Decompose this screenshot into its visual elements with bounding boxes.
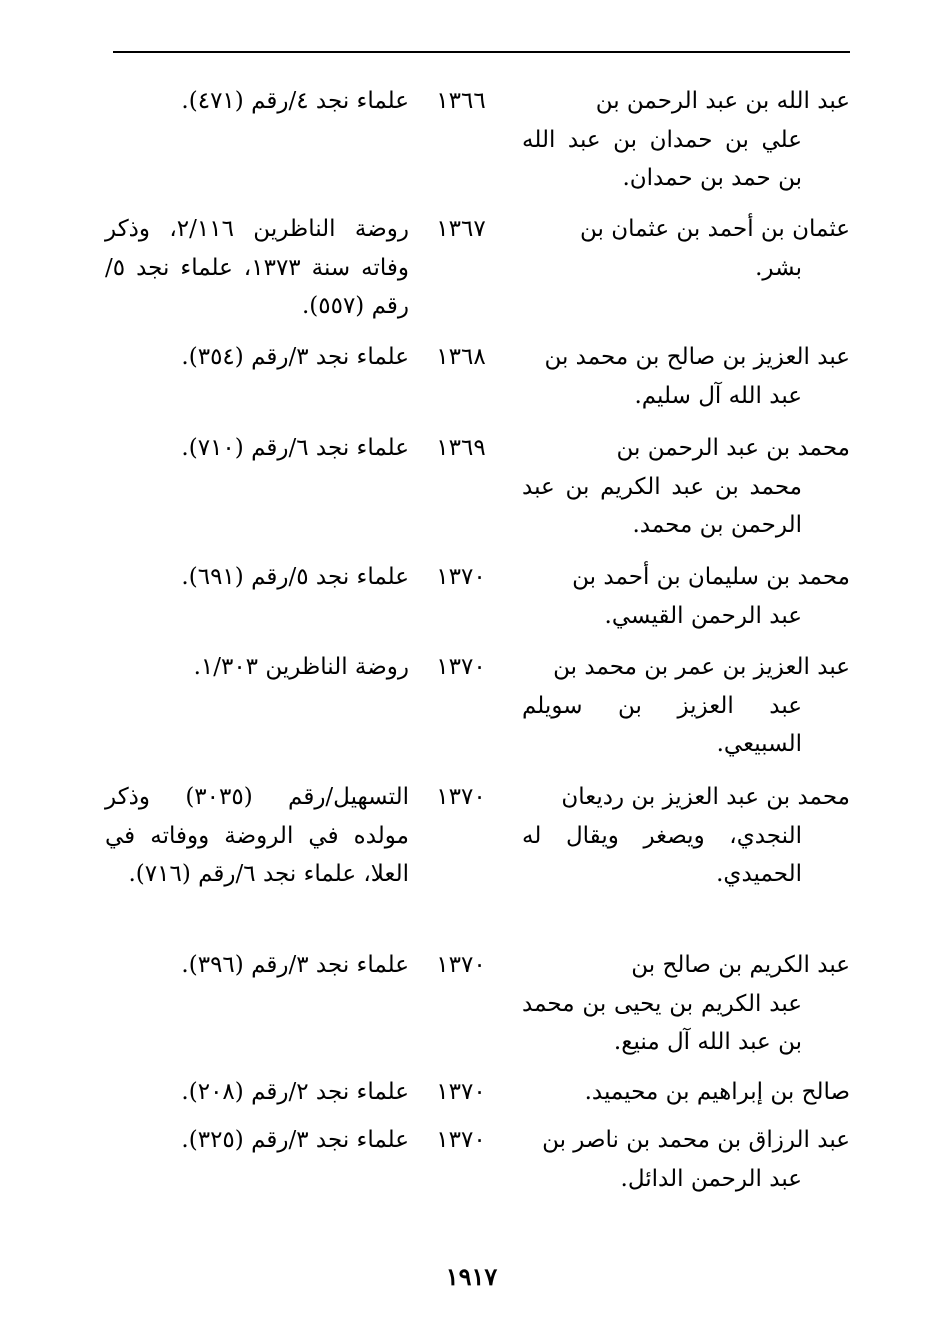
entry-source: علماء نجد ٣/رقم (٣٥٤). xyxy=(181,344,409,370)
entry-name-first-line: محمد بن سليمان بن أحمد بن xyxy=(572,564,850,590)
entry-year: ١٣٦٨ xyxy=(436,344,486,370)
entry-source: روضة الناظرين ١/٣٠٣. xyxy=(193,654,409,680)
entry-year: ١٣٦٦ xyxy=(436,88,486,114)
entry-year: ١٣٧٠ xyxy=(436,564,486,590)
entry-name-continuation: عبد الله آل سليم. xyxy=(634,382,802,409)
entry-name xyxy=(522,429,850,545)
entry-year: ١٣٧٠ xyxy=(436,1127,486,1153)
entry-year: ١٣٦٧ xyxy=(436,216,486,242)
entry-name-first-line: عثمان بن أحمد بن عثمان بن xyxy=(580,216,850,242)
entry-name xyxy=(522,1121,850,1198)
entry-name-first-line: عبد العزيز بن صالح بن محمد بن xyxy=(544,344,850,370)
entry-name-first-line: محمد بن عبد الرحمن بن xyxy=(616,435,850,461)
entry-name xyxy=(522,1073,850,1112)
entry-year: ١٣٧٠ xyxy=(436,952,486,978)
entry-source: علماء نجد ٤/رقم (٤٧١). xyxy=(181,88,409,114)
entry-name xyxy=(522,82,850,198)
header-rule xyxy=(113,51,850,53)
entry-source: علماء نجد ٥/رقم (٦٩١). xyxy=(181,564,409,590)
entry-name-continuation: عبد الرحمن الدائل. xyxy=(620,1165,802,1192)
entry-source: علماء نجد ٦/رقم (٧١٠). xyxy=(181,435,409,461)
entry-name-continuation: عبد الرحمن القيسي. xyxy=(604,602,802,629)
entry-name-continuation: عبد العزيز بن سويلم السبيعي. xyxy=(522,692,802,757)
entry-source: علماء نجد ٣/رقم (٣٢٥). xyxy=(181,1127,409,1153)
entry-name-first-line: عبد الرزاق بن محمد بن ناصر بن xyxy=(542,1127,850,1153)
entry-name-continuation: النجدي، ويصغر ويقال له الحميدي. xyxy=(522,822,802,887)
entry-name xyxy=(522,558,850,635)
entry-name xyxy=(522,946,850,1062)
entry-name-first-line: عبد الله بن عبد الرحمن بن xyxy=(595,88,850,114)
entry-name-first-line: صالح بن إبراهيم بن محيميد. xyxy=(584,1079,850,1105)
entry-name-first-line: عبد الكريم بن صالح بن xyxy=(631,952,850,978)
entry-name xyxy=(522,778,850,894)
page-number: ١٩١٧ xyxy=(445,1262,498,1291)
entry-year: ١٣٧٠ xyxy=(436,784,486,810)
entry-name-first-line: عبد العزيز بن عمر بن محمد بن xyxy=(553,654,850,680)
entry-source: علماء نجد ٢/رقم (٢٠٨). xyxy=(181,1079,409,1105)
entry-name-continuation: محمد بن عبد الكريم بن عبد الرحمن بن محمد. xyxy=(522,473,802,538)
biography-entries xyxy=(105,82,850,1222)
entry-name-first-line: محمد بن عبد العزيز بن رديعان xyxy=(561,784,850,810)
entry-name-continuation: علي بن حمدان بن عبد الله بن حمد بن حمدان. xyxy=(522,126,802,191)
entry-year: ١٣٧٠ xyxy=(436,1079,486,1105)
entry-year: ١٣٦٩ xyxy=(436,435,486,461)
entry-name xyxy=(522,648,850,764)
entry-source: روضة الناظرين ٢/١١٦، وذكر وفاته سنة ١٣٧٣، علماء نجد ٥/رقم (٥٥٧). xyxy=(105,216,409,319)
entry-year: ١٣٧٠ xyxy=(436,654,486,680)
entry-source: التسهيل/رقم (٣٠٣٥) وذكر مولده في الروضة ووفاته في العلا، علماء نجد ٦/رقم (٧١٦). xyxy=(105,784,409,887)
entry-name xyxy=(522,210,850,287)
entry-name-continuation: عبد الكريم بن يحيى بن محمد بن عبد الله آل منيع. xyxy=(522,990,802,1055)
entry-name xyxy=(522,338,850,415)
entry-name-continuation: بشر. xyxy=(755,254,802,281)
entry-source: علماء نجد ٣/رقم (٣٩٦). xyxy=(181,952,409,978)
